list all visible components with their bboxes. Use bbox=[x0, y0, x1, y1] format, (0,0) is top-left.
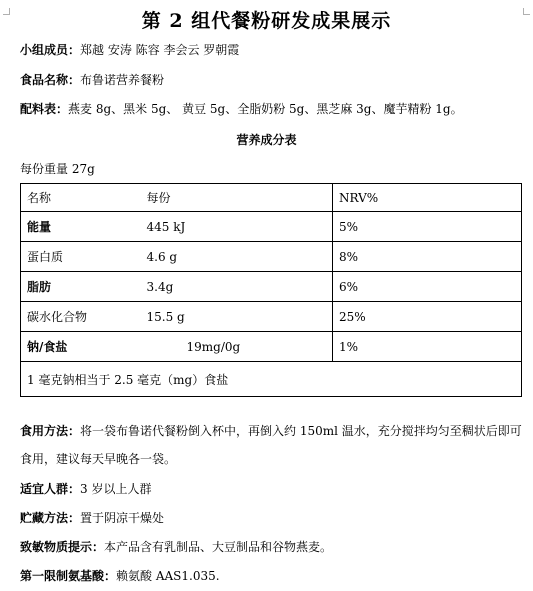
row-name: 蛋白质 bbox=[21, 242, 141, 272]
product-value: 布鲁诺营养餐粉 bbox=[80, 73, 165, 87]
usage-paragraph bbox=[20, 417, 525, 473]
row-name: 脂肪 bbox=[21, 272, 141, 302]
allergen-value: 本产品含有乳制品、大豆制品和谷物燕麦。 bbox=[104, 540, 333, 554]
usage-label: 食用方法： bbox=[20, 424, 81, 438]
row-value: 4.6 g bbox=[141, 242, 333, 272]
limiting-value: 赖氨酸 AAS1.035. bbox=[116, 569, 220, 583]
header-nrv: NRV% bbox=[333, 184, 522, 212]
footnote: 1 毫克钠相当于 2.5 毫克（mg）食盐 bbox=[21, 362, 522, 397]
table-row bbox=[21, 332, 522, 362]
storage-value: 置于阴凉干燥处 bbox=[80, 511, 165, 525]
page-title: 第 2 组代餐粉研发成果展示 bbox=[141, 10, 392, 32]
row-name: 能量 bbox=[21, 212, 141, 242]
allergen-label: 致敏物质提示： bbox=[20, 540, 105, 554]
row-value: 445 kJ bbox=[141, 212, 333, 242]
nutrition-heading: 营养成分表 bbox=[236, 133, 297, 147]
row-name: 碳水化合物 bbox=[21, 302, 141, 332]
members-line bbox=[20, 41, 239, 58]
product-line bbox=[20, 71, 164, 88]
row-nrv: 1% bbox=[333, 332, 522, 362]
audience-label: 适宜人群： bbox=[20, 482, 81, 496]
row-nrv: 8% bbox=[333, 242, 522, 272]
row-name: 钠/食盐 bbox=[21, 332, 141, 362]
nutrition-table bbox=[20, 183, 522, 397]
row-value: 3.4g bbox=[141, 272, 333, 302]
header-name: 名称 bbox=[21, 184, 141, 212]
table-footnote-row bbox=[21, 362, 522, 397]
table-row bbox=[21, 212, 522, 242]
ingredients-value: 燕麦 8g、黑米 5g、 黄豆 5g、全脂奶粉 5g、黑芝麻 3g、魔芋精粉 1g。 bbox=[68, 102, 463, 116]
table-row bbox=[21, 242, 522, 272]
audience-line bbox=[20, 480, 151, 497]
row-nrv: 5% bbox=[333, 212, 522, 242]
limiting-label: 第一限制氨基酸： bbox=[20, 569, 117, 583]
row-nrv: 6% bbox=[333, 272, 522, 302]
allergen-line bbox=[20, 538, 332, 555]
table-row bbox=[21, 272, 522, 302]
row-value: 19mg/0g bbox=[141, 332, 333, 362]
storage-line bbox=[20, 509, 164, 526]
limiting-amino-acid-line bbox=[20, 567, 220, 584]
table-header-row bbox=[21, 184, 522, 212]
row-nrv: 25% bbox=[333, 302, 522, 332]
audience-value: 3 岁以上人群 bbox=[80, 482, 152, 496]
row-value: 15.5 g bbox=[141, 302, 333, 332]
storage-label: 贮藏方法： bbox=[20, 511, 81, 525]
header-per-serving: 每份 bbox=[141, 184, 333, 212]
members-value: 郑越 安涛 陈容 李会云 罗朝霞 bbox=[80, 43, 240, 57]
ingredients-line bbox=[20, 100, 463, 117]
members-label: 小组成员： bbox=[20, 43, 81, 57]
ingredients-label: 配料表： bbox=[20, 102, 69, 116]
serving-weight: 每份重量 27g bbox=[20, 162, 95, 176]
product-label: 食品名称： bbox=[20, 73, 81, 87]
table-row bbox=[21, 302, 522, 332]
usage-value: 将一袋布鲁诺代餐粉倒入杯中，再倒入约 150ml 温水，充分搅拌均匀至稠状后即可食用，建议每天早晚各一袋。 bbox=[20, 424, 522, 466]
